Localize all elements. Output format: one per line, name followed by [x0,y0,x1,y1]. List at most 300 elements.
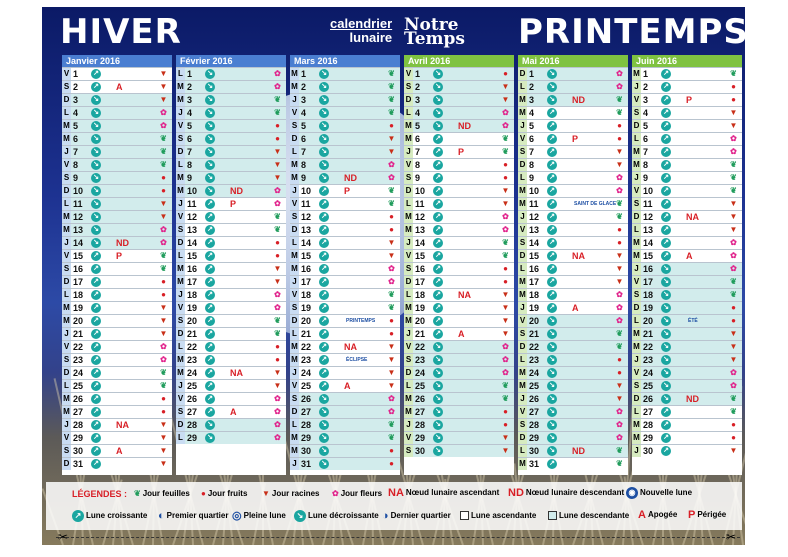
day-number: 27 [187,407,198,417]
day-row [404,106,514,119]
day-number: 13 [415,225,426,235]
apple-icon: ● [503,277,508,286]
weekday-letter: V [177,394,184,403]
day-number: 14 [73,238,84,248]
weekday-letter: J [518,393,527,405]
waxing-moon-icon: ↗ [91,381,101,391]
waning-moon-icon: ↘ [661,368,671,378]
waxing-moon-icon: ↗ [91,342,101,352]
day-number: 2 [529,82,535,92]
day-number: 19 [415,303,426,313]
weekday-letter: S [291,212,298,221]
weekday-letter: J [290,458,299,470]
waning-moon-icon: ↘ [319,420,329,430]
waxing-moon-icon: ↗ [205,355,215,365]
waning-moon-icon: ↘ [547,95,557,105]
waning-moon-icon: ↘ [91,160,101,170]
weekday-letter: V [63,433,70,442]
waning-moon-icon: ↘ [547,381,557,391]
flower-icon: ✿ [274,394,281,403]
day-row [632,353,742,366]
weekday-letter: M [519,381,526,390]
day-number: 5 [643,121,649,131]
day-row [518,119,628,132]
waxing-moon-icon: ↗ [547,186,557,196]
day-row [176,236,286,249]
apple-icon: ● [503,160,508,169]
weekday-letter: V [633,186,640,195]
carrot-icon: ▼ [729,329,738,338]
waxing-moon-icon: ↗ [661,82,671,92]
waning-moon-icon: ↘ [205,121,215,131]
day-number: 28 [529,420,540,430]
day-row [176,405,286,418]
day-row [62,340,172,353]
weekday-letter: M [291,251,298,260]
day-number: 4 [643,108,649,118]
waxing-moon-icon: ↗ [205,225,215,235]
flower-icon: ✿ [388,160,395,169]
day-row [62,223,172,236]
day-row [176,132,286,145]
day-row [518,93,628,106]
day-number: 26 [529,394,540,404]
weekday-letter: M [519,368,526,377]
day-row [632,197,742,210]
leaf-icon: ❦ [274,108,281,117]
day-number: 22 [187,342,198,352]
day-row [632,210,742,223]
waning-moon-icon: ↘ [319,108,329,118]
month-header: Février 2016 [176,55,286,67]
weekday-letter: V [291,108,298,117]
waxing-moon-icon: ↗ [547,251,557,261]
waning-moon-icon: ↘ [319,173,329,183]
weekday-letter: M [405,394,412,403]
day-row [62,80,172,93]
weekday-letter: S [177,225,184,234]
season-title-hiver: HIVER [60,12,182,52]
leaf-icon: ❦ [502,381,509,390]
day-number: 5 [529,121,535,131]
weekday-letter: D [291,407,298,416]
day-row [62,210,172,223]
waxing-moon-icon: ↗ [661,147,671,157]
day-row [632,67,742,80]
weekday-letter: V [405,342,412,351]
day-row [176,210,286,223]
waxing-moon-icon: ↗ [433,329,443,339]
day-number: 24 [301,368,312,378]
leaf-icon: ❦ [730,173,737,182]
day-row [632,132,742,145]
weekday-letter: L [632,133,641,145]
day-number: 11 [301,199,311,209]
day-row [632,236,742,249]
weekday-letter: L [290,419,299,431]
weekday-letter: S [519,238,526,247]
day-row [518,106,628,119]
day-row [290,80,400,93]
day-row [62,197,172,210]
day-row [632,223,742,236]
carrot-icon: ▼ [159,82,168,91]
flower-icon: ✿ [160,108,167,117]
day-number: 19 [529,303,540,313]
waxing-moon-icon: ↗ [547,225,557,235]
day-number: 19 [73,303,84,313]
carrot-icon: ▼ [387,368,396,377]
day-row [518,340,628,353]
day-number: 15 [643,251,654,261]
day-number: 7 [643,147,649,157]
day-number: 5 [415,121,421,131]
day-row [404,171,514,184]
waning-moon-icon: ↘ [205,186,215,196]
leaf-icon: ❦ [274,95,281,104]
weekday-letter: L [518,445,527,457]
weekday-letter: M [405,212,412,221]
day-row [62,405,172,418]
day-number: 12 [187,212,198,222]
lunar-event-marker: NA [344,342,357,352]
waxing-moon-icon: ↗ [319,199,329,209]
waxing-moon-icon: ↗ [433,303,443,313]
carrot-icon: ▼ [729,199,738,208]
day-row [290,353,400,366]
leaf-icon: ❦ [160,381,167,390]
flower-icon: ✿ [730,147,737,156]
weekday-letter: D [405,186,412,195]
weekday-letter: D [291,316,298,325]
weekday-letter: S [63,82,70,91]
leaf-icon: ❦ [388,433,395,442]
day-row [176,418,286,431]
flower-icon: ✿ [388,173,395,182]
weekday-letter: M [519,186,526,195]
flower-icon: ✿ [388,407,395,416]
day-number: 21 [415,329,426,339]
day-number: 3 [187,95,193,105]
waning-moon-icon: ↘ [319,147,329,157]
waxing-moon-icon: ↗ [433,264,443,274]
day-row [176,197,286,210]
day-number: 19 [301,303,312,313]
waxing-moon-icon: ↗ [319,212,329,222]
waning-moon-icon: ↘ [91,173,101,183]
day-number: 27 [415,407,426,417]
apple-icon: ● [731,420,736,429]
weekday-letter: J [632,172,641,184]
day-row [62,119,172,132]
day-row [62,301,172,314]
weekday-letter: D [291,225,298,234]
day-number: 10 [301,186,312,196]
day-row [632,184,742,197]
day-number: 8 [73,160,79,170]
day-row [404,262,514,275]
waning-moon-icon: ↘ [547,368,557,378]
carrot-icon: ▼ [501,303,510,312]
day-row [290,67,400,80]
day-row [290,262,400,275]
day-row [62,67,172,80]
day-row [62,184,172,197]
day-number: 20 [73,316,84,326]
day-row [518,366,628,379]
day-number: 9 [529,173,535,183]
day-number: 16 [415,264,426,274]
day-number: 26 [187,394,198,404]
day-row [62,158,172,171]
day-number: 8 [643,160,649,170]
waxing-moon-icon: ↗ [319,186,329,196]
carrot-icon: ▼ [387,134,396,143]
legend-title: LÉGENDES : [72,489,128,499]
weekday-letter: J [176,107,185,119]
waxing-moon-icon: ↗ [72,510,84,522]
day-row [404,366,514,379]
carrot-icon: ▼ [615,381,624,390]
apple-icon: ● [275,251,280,260]
day-row [518,353,628,366]
waning-moon-icon: ↘ [661,355,671,365]
carrot-icon: ▼ [159,329,168,338]
day-row [62,444,172,457]
weekday-letter: M [177,95,184,104]
day-number: 10 [415,186,426,196]
waning-moon-icon: ↘ [319,394,329,404]
day-row [290,106,400,119]
weekday-letter: M [63,225,70,234]
day-row [404,132,514,145]
apple-icon: ● [389,121,394,130]
weekday-letter: L [518,263,527,275]
month-header: Juin 2016 [632,55,742,67]
weekday-letter: S [291,121,298,130]
day-row [518,275,628,288]
waning-moon-icon: ↘ [433,433,443,443]
day-row [518,444,628,457]
day-number: 16 [643,264,654,274]
day-row [518,457,628,470]
waxing-moon-icon: ↗ [205,290,215,300]
flower-icon: ✿ [616,69,623,78]
weekday-letter: V [633,95,640,104]
waxing-moon-icon: ↗ [205,238,215,248]
day-row [632,262,742,275]
waxing-moon-icon: ↗ [547,212,557,222]
day-number: 20 [187,316,198,326]
lunar-event-marker: ND [344,173,357,183]
waxing-moon-icon: ↗ [91,446,101,456]
waning-moon-icon: ↘ [91,186,101,196]
legend-apogee: Apogée [647,510,678,520]
day-row [632,119,742,132]
day-number: 6 [643,134,649,144]
weekday-letter: M [405,303,412,312]
carrot-icon: ▼ [159,459,168,468]
weekday-letter: S [633,290,640,299]
month-header: Mai 2016 [518,55,628,67]
apple-icon: ● [275,121,280,130]
carrot-icon: ▼ [501,95,510,104]
day-number: 22 [301,342,312,352]
waning-moon-icon: ↘ [319,160,329,170]
day-number: 4 [529,108,535,118]
weekday-letter: M [519,290,526,299]
day-number: 27 [643,407,654,417]
flower-icon: ✿ [730,264,737,273]
lunar-event-marker: P [686,95,693,105]
carrot-icon: ▼ [387,238,396,247]
flower-icon: ✿ [616,186,623,195]
day-row [632,171,742,184]
waning-moon-icon: ↘ [319,433,329,443]
day-row [518,132,628,145]
weekday-letter: D [177,329,184,338]
waning-moon-icon: ↘ [547,329,557,339]
day-row [404,119,514,132]
day-row [404,444,514,457]
weekday-letter: S [177,134,184,143]
waxing-moon-icon: ↗ [547,199,557,209]
day-number: 12 [643,212,654,222]
lunar-event-marker: NA [230,368,243,378]
day-row [290,418,400,431]
waning-moon-icon: ↘ [433,420,443,430]
waning-moon-icon: ↘ [547,342,557,352]
waning-moon-icon: ↘ [319,95,329,105]
weekday-letter: L [62,289,71,301]
day-number: 11 [415,199,425,209]
weekday-letter: V [519,316,526,325]
day-number: 10 [187,186,198,196]
day-row [176,431,286,444]
weekday-letter: J [404,328,413,340]
waxing-moon-icon: ↗ [91,303,101,313]
day-number: 6 [529,134,535,144]
weekday-letter: D [63,95,70,104]
carrot-icon: ▼ [273,160,282,169]
leaf-icon: ❦ [274,225,281,234]
day-number: 1 [301,69,307,79]
weekday-letter: D [177,147,184,156]
day-number: 14 [301,238,312,248]
weekday-letter: S [519,329,526,338]
month-header: Mars 2016 [290,55,400,67]
flower-icon: ✿ [616,82,623,91]
legend-feuilles: Jour feuilles [142,489,190,499]
waxing-moon-icon: ↗ [319,238,329,248]
day-row [62,314,172,327]
day-row [176,340,286,353]
carrot-icon: ▼ [273,277,282,286]
day-row [290,158,400,171]
flower-icon: ✿ [616,173,623,182]
apple-icon: ● [161,173,166,182]
lunar-event-marker: P [230,199,237,209]
day-number: 3 [529,95,535,105]
day-number: 1 [529,69,535,79]
waning-moon-icon: ↘ [205,95,215,105]
apple-icon: ● [275,355,280,364]
day-number: 13 [529,225,540,235]
day-row [404,314,514,327]
day-number: 26 [643,394,654,404]
weekday-letter: J [62,419,71,431]
day-number: 12 [301,212,312,222]
waning-moon-icon: ↘ [91,121,101,131]
day-number: 28 [73,420,84,430]
waning-moon-icon: ↘ [547,316,557,326]
day-row [518,249,628,262]
flower-icon: ✿ [160,355,167,364]
day-row [290,444,400,457]
day-number: 25 [187,381,198,391]
day-number: 21 [187,329,198,339]
carrot-icon: ▼ [615,251,624,260]
day-row [290,145,400,158]
leaf-icon: ❦ [388,69,395,78]
day-row [290,171,400,184]
waxing-moon-icon: ↗ [91,368,101,378]
month-column [290,55,400,475]
day-row [632,80,742,93]
last-quarter-icon: ◑ [382,510,389,522]
weekday-letter: D [519,69,526,78]
carrot-icon: ▼ [729,108,738,117]
day-row [176,366,286,379]
legend-a-symbol: A [638,509,646,521]
weekday-letter: M [633,251,640,260]
waning-moon-icon: ↘ [547,433,557,443]
day-number: 25 [529,381,540,391]
flower-icon: ✿ [730,368,737,377]
day-number: 29 [73,433,84,443]
day-number: 30 [643,446,654,456]
day-number: 1 [73,69,79,79]
weekday-letter: D [63,277,70,286]
day-number: 25 [301,381,312,391]
weekday-letter: M [291,264,298,273]
weekday-letter: V [519,134,526,143]
weekday-letter: J [632,263,641,275]
waning-moon-icon: ↘ [433,108,443,118]
day-row [176,314,286,327]
weekday-letter: D [63,368,70,377]
day-row [62,327,172,340]
day-row [518,171,628,184]
day-number: 17 [301,277,312,287]
weekday-letter: J [404,237,413,249]
day-row [62,418,172,431]
flower-icon: ✿ [502,355,509,364]
day-number: 15 [529,251,540,261]
day-number: 5 [73,121,79,131]
day-note: ÉTÉ [688,318,698,324]
day-row [632,145,742,158]
lunar-event-marker: A [458,329,465,339]
weekday-letter: V [633,368,640,377]
day-row [62,145,172,158]
apple-icon: ● [503,407,508,416]
day-row [290,340,400,353]
apple-icon: ● [617,238,622,247]
legend-pleine: Pleine lune [243,511,286,521]
waxing-moon-icon: ↗ [433,290,443,300]
carrot-icon: ▼ [615,147,624,156]
